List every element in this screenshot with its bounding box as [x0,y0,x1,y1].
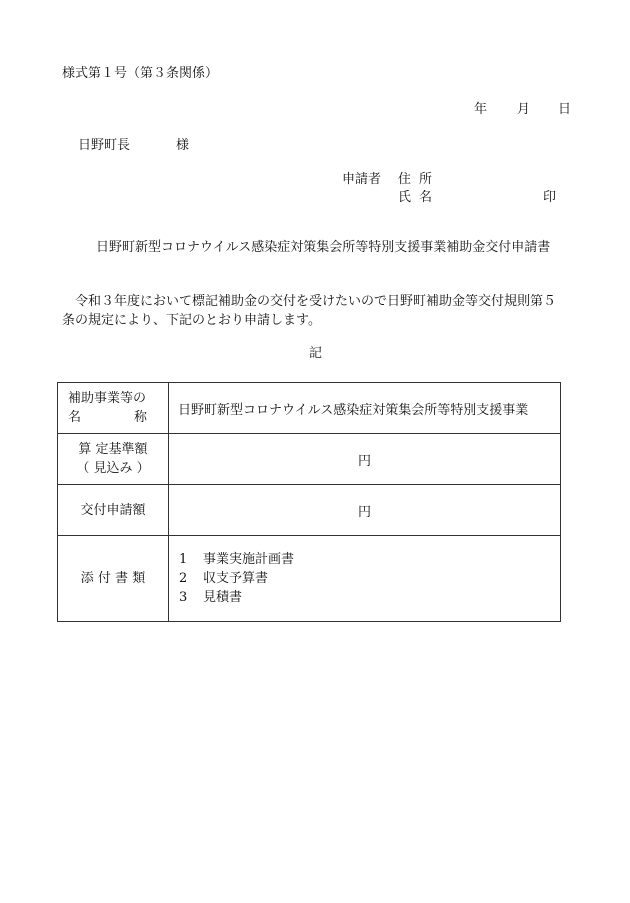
attachments-list [169,550,560,607]
grant-amount-value: 円 [169,485,561,536]
name-label: 氏名 [398,190,441,205]
date-year: 年 [474,102,488,117]
table-row-project-name [58,383,561,434]
addressee-suffix: 様 [176,138,190,153]
date-line [474,103,571,116]
addressee-name: 日野町長 [78,138,131,153]
date-day: 日 [558,102,572,117]
seal-mark: 印 [543,190,557,205]
project-name-label [58,383,169,434]
applicant-label: 申請者 [342,172,382,187]
list-item: 2 収支予算書 [179,571,269,586]
list-item: 3 見積書 [179,590,243,605]
application-table [57,382,561,622]
table-row-grant-amount [58,485,561,536]
table-row-attachments [58,536,561,622]
attachments-label: 添 付 書 類 [58,536,169,622]
body-text: 令和３年度において標記補助金の交付を受けたいので日野町補助金等交付規則第５条の規定により、下記のとおり申請します。 [62,294,557,328]
document-title: 日野町新型コロナウイルス感染症対策集会所等特別支援事業補助金交付申請書 [96,240,551,255]
base-amount-label [58,434,169,485]
addressee [78,139,189,152]
form-number: 様式第１号（第３条関係） [62,66,219,81]
list-item: 1 事業実施計画書 [179,552,295,567]
grant-amount-label: 交付申請額 [58,485,169,536]
project-name-label-line2: 名 称 [68,410,148,425]
project-name-label-line1: 補助事業等の [68,391,147,406]
attachments-value [169,536,561,622]
base-amount-label-line1: 算 定基準額 [78,442,148,457]
table-row-base-amount [58,434,561,485]
ki-heading: 記 [309,346,323,361]
address-label: 住所 [398,172,441,187]
project-name-value: 日野町新型コロナウイルス感染症対策集会所等特別支援事業 [169,383,561,434]
base-amount-label-line2: （ 見込み ） [76,461,150,476]
base-amount-value: 円 [169,434,561,485]
date-month: 月 [517,102,531,117]
